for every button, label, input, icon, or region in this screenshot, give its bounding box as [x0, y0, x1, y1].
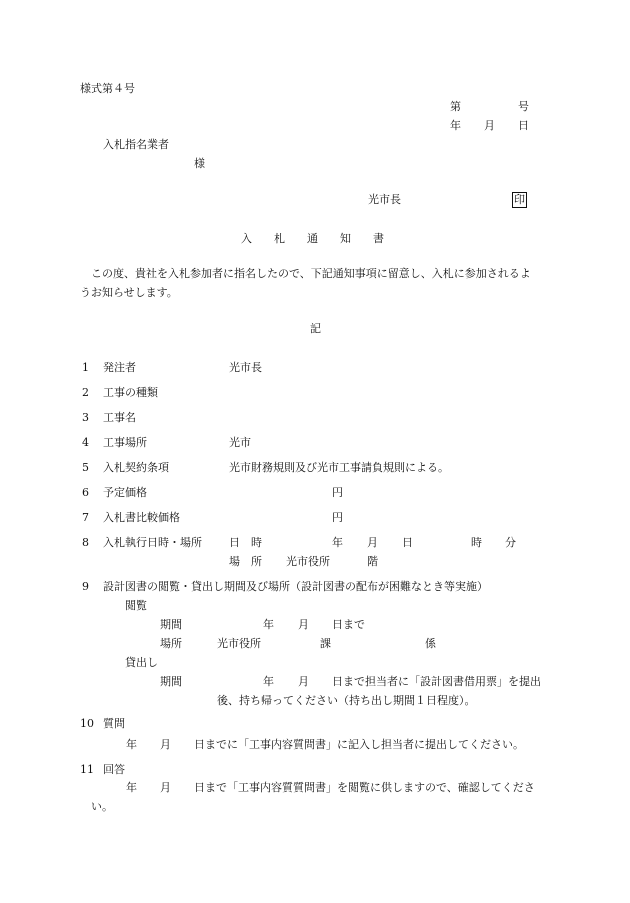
item-11-num: 11 — [80, 763, 94, 776]
item-11-year: 年 — [126, 781, 137, 794]
date-month: 月 — [484, 119, 495, 132]
item-9-label: 設計図書の閲覧・貸出し期間及び場所（設計図書の配布が困難なとき等実施） — [103, 580, 488, 593]
item-9-lending: 貸出し — [125, 656, 158, 669]
item-10-num: 10 — [80, 717, 94, 730]
item-3-num: 3 — [82, 411, 89, 424]
item-8-day-label: 日 時 — [229, 536, 262, 549]
item-10-year: 年 — [126, 738, 137, 751]
item-10-label: 質問 — [103, 717, 125, 730]
item-3-label: 工事名 — [103, 411, 136, 424]
item-8-floor: 階 — [367, 555, 378, 568]
item-9-lend-month: 月 — [298, 675, 309, 688]
number-prefix: 第 — [450, 100, 461, 113]
date-year: 年 — [450, 119, 461, 132]
item-7-num: 7 — [82, 511, 89, 524]
item-8-num: 8 — [82, 536, 89, 549]
number-suffix: 号 — [518, 100, 529, 113]
item-11-month: 月 — [160, 781, 171, 794]
ki-heading: 記 — [310, 322, 321, 335]
item-7-value: 円 — [332, 511, 343, 524]
item-9-period-label: 期間 — [160, 618, 182, 631]
item-9-until: 日まで — [332, 618, 365, 631]
date-day: 日 — [518, 119, 529, 132]
intro-line-2: うお知らせします。 — [80, 286, 178, 299]
item-2-label: 工事の種類 — [103, 386, 158, 399]
item-4-num: 4 — [82, 436, 89, 449]
item-6-value: 円 — [332, 486, 343, 499]
item-9-month: 月 — [298, 618, 309, 631]
item-8-minute: 分 — [505, 536, 516, 549]
item-5-label: 入札契約条項 — [103, 461, 169, 474]
item-8-month: 月 — [367, 536, 378, 549]
item-9-lend-year: 年 — [263, 675, 274, 688]
item-10-text: 日までに「工事内容質問書」に記入し担当者に提出してください。 — [194, 738, 524, 751]
item-4-label: 工事場所 — [103, 436, 147, 449]
item-9-lend-period-label: 期間 — [160, 675, 182, 688]
item-8-hour: 時 — [471, 536, 482, 549]
item-7-label: 入札書比較価格 — [103, 511, 180, 524]
addressee: 入札指名業者 — [103, 138, 169, 151]
item-4-value: 光市 — [229, 436, 251, 449]
form-number: 様式第４号 — [80, 82, 135, 95]
item-8-label: 入札執行日時・場所 — [103, 536, 202, 549]
item-9-staff: 係 — [425, 637, 436, 650]
item-9-lend-text-2: 後、持ち帰ってください（持ち出し期間１日程度）。 — [217, 694, 476, 707]
item-8-year: 年 — [332, 536, 343, 549]
seal-mark — [512, 192, 527, 208]
item-5-num: 5 — [82, 461, 89, 474]
item-1-value: 光市長 — [229, 361, 262, 374]
item-9-place: 光市役所 — [217, 637, 261, 650]
item-6-num: 6 — [82, 486, 89, 499]
item-11-text-1: 日まで「工事内容質質問書」を閲覧に供しますので、確認してくださ — [194, 781, 535, 794]
item-9-viewing: 閲覧 — [125, 599, 147, 612]
item-9-place-label: 場所 — [160, 637, 182, 650]
item-11-text-2: い。 — [91, 800, 113, 813]
item-8-place: 光市役所 — [286, 555, 330, 568]
item-11-label: 回答 — [103, 763, 125, 776]
addressee-honorific: 様 — [194, 157, 205, 170]
item-8-place-label: 場 所 — [229, 555, 262, 568]
intro-line-1: この度、貴社を入札参加者に指名したので、下記通知事項に留意し、入札に参加されるよ — [80, 267, 531, 280]
item-1-num: 1 — [82, 361, 89, 374]
item-8-day: 日 — [402, 536, 413, 549]
item-5-value: 光市財務規則及び光市工事請負規則による。 — [229, 461, 449, 474]
document-title: 入 札 通 知 書 — [241, 232, 384, 245]
item-10-month: 月 — [160, 738, 171, 751]
item-9-lend-text-1: 日まで担当者に「設計図書借用票」を提出 — [332, 675, 541, 688]
item-1-label: 発注者 — [103, 361, 136, 374]
sender-title: 光市長 — [368, 193, 401, 206]
item-2-num: 2 — [82, 386, 89, 399]
seal-label: 印 — [514, 193, 525, 206]
item-9-year: 年 — [263, 618, 274, 631]
item-9-num: 9 — [82, 580, 89, 593]
item-6-label: 予定価格 — [103, 486, 147, 499]
item-9-section: 課 — [320, 637, 331, 650]
